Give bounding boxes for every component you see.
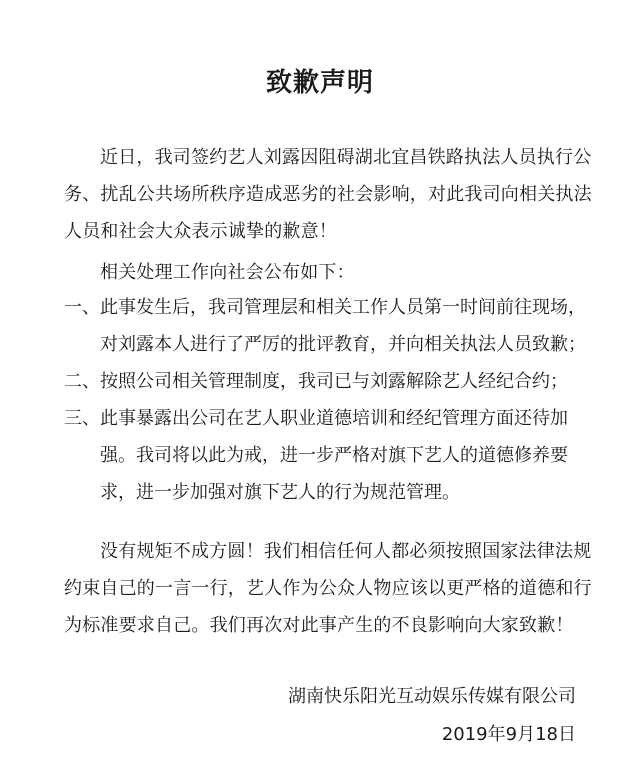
measure-line: 对刘露本人进行了严厉的批评教育，并向相关执法人员致歉； xyxy=(100,334,586,355)
measure-number: 三、 xyxy=(64,408,100,429)
intro-paragraph xyxy=(64,139,592,250)
measure-number: 一、 xyxy=(64,297,100,318)
measure-line: 强。我司将以此为戒，进一步严格对旗下艺人的道德修养要 xyxy=(100,445,568,466)
measures-heading-block xyxy=(64,254,584,291)
measure-line: 求，进一步加强对旗下艺人的行为规范管理。 xyxy=(100,482,460,503)
closing-line: 为标准要求自己。我们再次对此事产生的不良影响向大家致歉！ xyxy=(64,615,574,636)
closing-line: 约束自己的一言一行，艺人作为公众人物应该以更严格的道德和行 xyxy=(64,578,592,599)
closing-line: 没有规矩不成方圆！我们相信任何人都必须按照国家法律法规 xyxy=(100,541,592,562)
measure-item-3 xyxy=(64,400,604,511)
measure-line: 此事发生后，我司管理层和相关工作人员第一时间前往现场， xyxy=(100,297,586,318)
measure-line: 按照公司相关管理制度，我司已与刘露解除艺人经纪合约； xyxy=(100,371,568,392)
measure-item-1 xyxy=(64,289,604,363)
measure-number: 二、 xyxy=(64,371,100,392)
closing-paragraph xyxy=(64,533,592,644)
intro-line: 务、扰乱公共场所秩序造成恶劣的社会影响，对此我司向相关执法 xyxy=(64,184,592,205)
page-title: 致歉声明 xyxy=(265,68,374,98)
signature-company: 湖南快乐阳光互动娱乐传媒有限公司 xyxy=(288,686,576,707)
signature-date: 2019年9月18日 xyxy=(441,724,576,745)
measure-line: 此事暴露出公司在艺人职业道德培训和经纪管理方面还待加 xyxy=(100,408,568,429)
measure-item-2 xyxy=(64,363,604,400)
measures-heading: 相关处理工作向社会公布如下： xyxy=(100,262,355,283)
intro-line: 人员和社会大众表示诚挚的歉意！ xyxy=(64,221,337,242)
intro-line: 近日，我司签约艺人刘露因阻碍湖北宜昌铁路执法人员执行公 xyxy=(100,147,592,168)
